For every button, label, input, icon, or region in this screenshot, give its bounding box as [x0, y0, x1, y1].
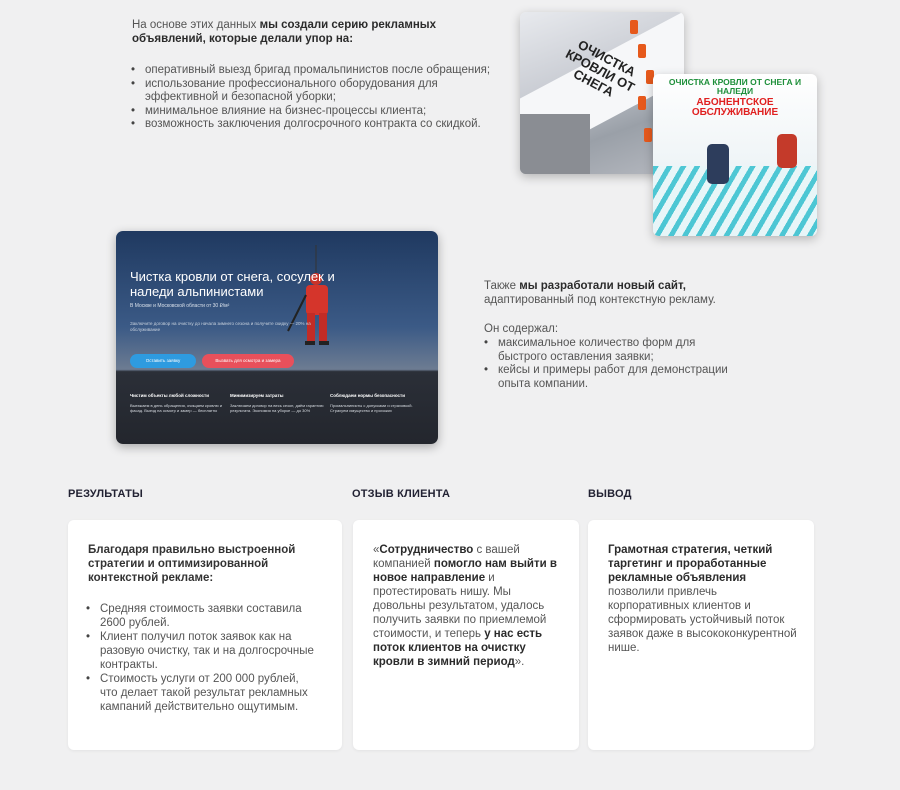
results-heading: РЕЗУЛЬТАТЫ	[68, 488, 143, 500]
list-item: • возможность заключения долгосрочного контракта со скидкой.	[131, 118, 491, 132]
review-text: «Сотрудничество с вашей компанией помогло нам выйти в новое направление и протестировать нишу. Мы довольны результатом, удалось получить заявки по приемлемой стоимости, и теперь у нас есть поток клиентов на очистку кровли в зимний период».	[373, 544, 557, 668]
ad-offer: АБОНЕНТСКОЕ ОБСЛУЖИВАНИЕ	[691, 97, 779, 118]
list-item: • Клиент получил поток заявок как на разовую очистку, так и на долгосрочные контракты.	[86, 630, 316, 672]
site-title: Чистка кровли от снега, сосулек и наледи альпинистами	[130, 269, 335, 299]
conclusion-card	[588, 520, 814, 750]
leave-request-button[interactable]: Оставить заявку	[130, 354, 196, 368]
worker-figure	[707, 144, 729, 184]
conclusion-text: Грамотная стратегия, четкий таргетинг и проработанные рекламные объявления позволили привлечь корпоративных клиентов и сформировать устойчивый поток заявок даже в высококонкурентной нише.	[608, 544, 797, 654]
list-item: • Стоимость услуги от 200 000 рублей, что делает такой результат рекламных кампаний действительно ощутимым.	[86, 672, 316, 714]
site-paragraph: Также мы разработали новый сайт, адаптированный под контекстную рекламу.	[484, 280, 716, 306]
list-item: • оперативный выезд бригад промальпинистов после обращения;	[131, 64, 491, 78]
site-feature: Минимизируем затраты Заключаем договор на весь сезон, даём гарантию результата. Экономия на уборке — до 30%	[230, 393, 324, 413]
worker-figure	[638, 96, 646, 110]
ad-image-caption: ОЧИСТКА КРОВЛИ ОТ СНЕГА	[563, 36, 639, 100]
worker-figure	[777, 134, 797, 168]
site-feature: Соблюдаем нормы безопасности Промальпинисты с допусками и страховкой. Страхуем имущество и прохожих	[330, 393, 413, 413]
ad-image-subscription	[653, 74, 817, 236]
climber-illustration	[276, 245, 346, 355]
site-subtitle: В Москве и Московской области от 30 ₽/м²	[130, 303, 230, 309]
results-card	[68, 520, 342, 750]
worker-figure	[630, 20, 638, 34]
cleared-roof	[653, 166, 817, 236]
review-heading: ОТЗЫВ КЛИЕНТА	[352, 488, 451, 500]
ad-headline: ОЧИСТКА КРОВЛИ ОТ СНЕГА И НАЛЕДИ	[668, 77, 802, 96]
list-item: • максимальное количество форм для быстрого оставления заявки;	[484, 337, 744, 364]
worker-figure	[638, 44, 646, 58]
results-list	[86, 602, 316, 714]
intro-list	[131, 64, 491, 132]
list-item: • минимальное влияние на бизнес-процессы клиента;	[131, 105, 491, 119]
review-card	[353, 520, 579, 750]
contains-label: Он содержал:	[484, 323, 559, 335]
list-item: • использование профессионального оборудования для эффективной и безопасной уборки;	[131, 78, 491, 105]
website-preview	[116, 231, 438, 444]
list-item: • Средняя стоимость заявки составила 2600 рублей.	[86, 602, 316, 630]
call-inspection-button[interactable]: Вызвать для осмотра и замера	[202, 354, 294, 368]
intro-paragraph: На основе этих данных мы создали серию рекламных объявлений, которые делали упор на:	[132, 19, 437, 45]
worker-figure	[644, 128, 652, 142]
building-wall	[520, 114, 590, 174]
list-item: • кейсы и примеры работ для демонстрации опыта компании.	[484, 364, 744, 391]
site-features-list	[484, 337, 744, 391]
site-feature: Чистим объекты любой сложности Выезжаем в день обращения, очищаем кровлю и фасад. Выезд на осмотр и замер — бесплатно	[130, 393, 222, 413]
results-lead: Благодаря правильно выстроенной стратегии и оптимизированной контекстной рекламе:	[88, 544, 296, 584]
conclusion-heading: ВЫВОД	[588, 488, 632, 500]
site-description: Заключите договор на очистку до начала зимнего сезона и получите скидку — 20% на обслуживание	[130, 321, 311, 332]
